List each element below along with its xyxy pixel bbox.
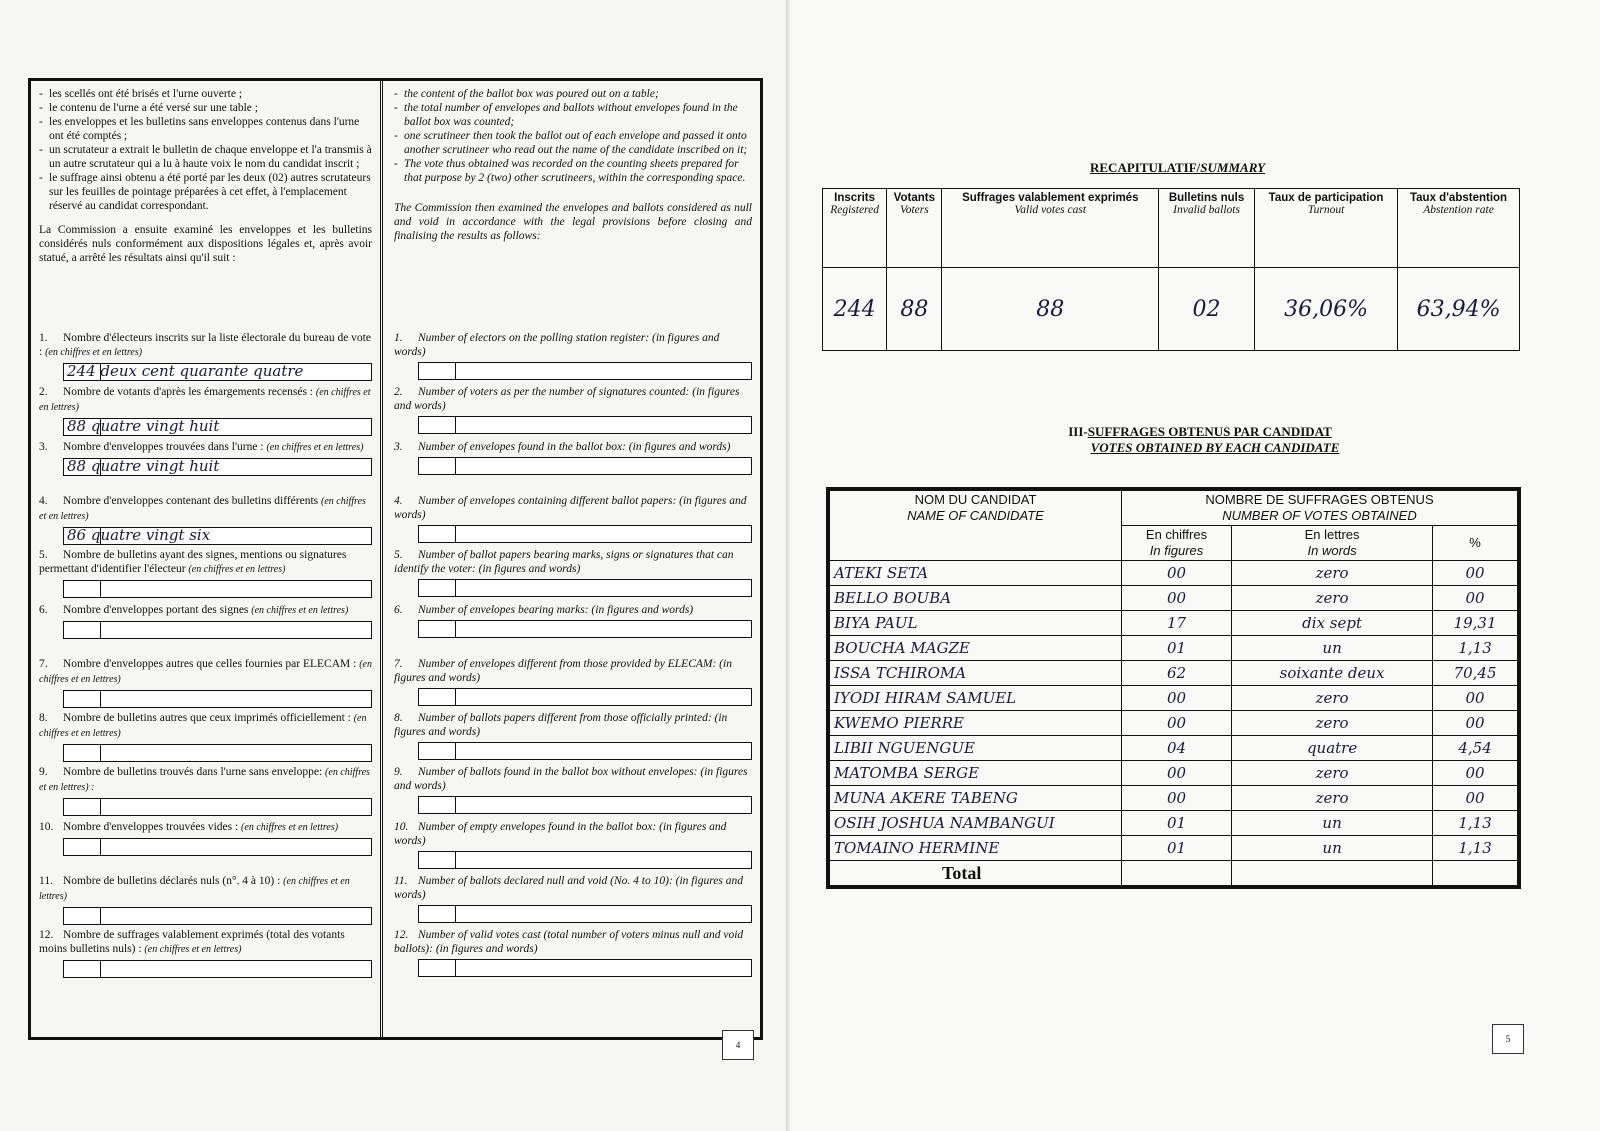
figures-header [1121,526,1231,561]
summary-value-cell [887,268,942,351]
answer-field[interactable] [418,457,752,475]
item-number: 11. [394,875,408,887]
summary-header-cell [887,189,942,268]
summary-header-cell [823,189,887,268]
candidate-row [828,786,1519,811]
french-item [39,765,372,816]
item-number: 5. [394,549,403,562]
french-bullet: - le contenu de l'urne a été versé sur une table ; [39,101,372,115]
item-text: Number of ballots papers different from those officially printed: (in figures and words) [394,712,728,739]
summary-header-en: Turnout [1307,204,1345,216]
candidate-votes-percent: 1,13 [1433,836,1519,861]
item-number: 10. [394,820,409,833]
candidate-votes-percent: 1,13 [1433,636,1519,661]
votes-obtained-header [1121,489,1519,526]
page-number-4: 4 [722,1030,754,1060]
answer-field[interactable] [63,363,372,381]
item-text: Number of envelopes containing different ballot papers: (in figures and words) [394,494,747,521]
item-number: 12. [394,929,409,942]
candidate-name: LIBII NGUENGUE [828,736,1121,761]
english-item [394,820,752,869]
item-text: Nombre de votants d'après les émargements recensés : [63,386,313,399]
item-text: Nombre d'enveloppes trouvées vides : [63,820,239,833]
summary-header-fr: Bulletins nuls [1168,192,1245,204]
item-number: 1. [39,332,48,344]
candidate-name: IYODI HIRAM SAMUEL [828,686,1121,711]
summary-header-cell [1398,189,1520,268]
candidate-votes-percent: 00 [1433,686,1519,711]
candidate-name-header [828,489,1121,561]
candidate-votes-figures: 04 [1121,736,1231,761]
candidate-votes-words: zero [1232,561,1433,586]
item-text: Number of ballot papers bearing marks, signs or signatures that can identify the voter: (in figures and words) [394,549,734,576]
candidate-name: KWEMO PIERRE [828,711,1121,736]
candidate-name: BELLO BOUBA [828,586,1121,611]
summary-header-cell [1255,189,1398,268]
summary-value-cell [823,268,887,351]
summary-header-fr: Taux de participation [1268,192,1384,204]
answer-field[interactable] [63,527,372,545]
answer-field[interactable] [63,418,372,436]
item-text: Nombre d'enveloppes autres que celles fournies par ELECAM : [63,657,357,670]
summary-values-row [823,268,1520,351]
english-item [394,385,752,434]
answer-field[interactable] [418,362,752,380]
item-number: 11. [39,875,53,887]
answer-field[interactable] [63,907,372,925]
item-number: 9. [394,766,403,779]
candidate-name: ISSA TCHIROMA [828,661,1121,686]
french-item [39,711,372,762]
english-item [394,657,752,706]
candidate-votes-percent: 1,13 [1433,811,1519,836]
french-paragraph: La Commission a ensuite examiné les enveloppes et les bulletins considérés nuls conformément aux dispositions légales et, après avoir statué, a arrêté les résultats ainsi qu'il suit : [39,224,372,264]
candidate-votes-words: zero [1232,761,1433,786]
french-bullet: - les scellés ont été brisés et l'urne ouverte ; [39,87,372,101]
candidate-name: MATOMBA SERGE [828,761,1121,786]
item-text: Number of envelopes bearing marks: (in figures and words) [418,603,694,616]
english-item [394,548,752,597]
item-hint: (en chiffres et en lettres) [39,713,367,740]
summary-value: 244 [833,296,876,322]
votes-title-en: VOTES OBTAINED BY EACH CANDIDATE [1090,440,1340,455]
total-label: Total [828,861,1121,888]
item-number: 12. [39,929,54,942]
candidate-votes-percent: 00 [1433,561,1519,586]
item-number: 7. [39,657,48,670]
french-item [39,331,372,381]
answer-field[interactable] [63,744,372,762]
summary-value-cell [1159,268,1255,351]
item-number: 3. [39,440,48,453]
item-text: Number of ballots declared null and void (No. 4 to 10): (in figures and words) [394,875,743,901]
item-hint: (en chiffres et en lettres) [39,658,372,685]
candidate-votes-percent: 00 [1433,586,1519,611]
total-row [828,861,1519,888]
french-item [39,385,372,436]
candidate-votes-figures: 00 [1121,786,1231,811]
item-hint: (en chiffres et en lettres) [251,604,349,616]
handwritten-answer: 86 quatre vingt six [67,525,211,544]
handwritten-answer: 88 quatre vingt huit [67,417,220,436]
candidate-votes-percent: 70,45 [1433,661,1519,686]
votes-section-title [1050,424,1350,456]
french-column [31,81,383,1037]
item-hint: (en chiffres et en lettres) [241,821,339,833]
votes-title-prefix: III- [1068,424,1088,439]
item-number: 2. [394,386,403,399]
answer-field[interactable] [418,579,752,597]
item-hint: (en chiffres et en lettres) [144,944,242,956]
candidate-row [828,836,1519,861]
item-text: Nombre de bulletins autres que ceux imprimés officiellement : [63,712,351,725]
french-item [39,874,372,925]
item-hint: (en chiffres et en lettres) [188,564,286,576]
item-hint: (en chiffres et en lettres) [266,441,364,453]
summary-value-cell [1255,268,1398,351]
candidate-name: TOMAINO HERMINE [828,836,1121,861]
summary-header-en: Registered [830,204,879,216]
summary-header-cell [942,189,1159,268]
candidate-votes-words: zero [1232,586,1433,611]
summary-header-fr: Suffrages valablement exprimés [962,192,1139,204]
item-number: 3. [394,440,403,453]
candidate-votes-words: un [1232,811,1433,836]
item-text: Number of valid votes cast (total number of voters minus null and void ballots): (in figures and words) [394,929,744,956]
item-text: Nombre d'enveloppes trouvées dans l'urne : [63,440,264,453]
percent-header: % [1433,526,1519,561]
answer-field[interactable] [63,621,372,639]
candidate-name: ATEKI SETA [828,561,1121,586]
item-text: Number of voters as per the number of signatures counted: (in figures and words) [394,386,740,413]
candidate-name: OSIH JOSHUA NAMBANGUI [828,811,1121,836]
summary-value: 63,94% [1416,296,1501,322]
summary-title [1090,160,1265,176]
candidate-votes-figures: 01 [1121,811,1231,836]
summary-value: 88 [1036,296,1065,322]
candidate-row [828,761,1519,786]
candidate-votes-words: zero [1232,786,1433,811]
candidate-votes-figures: 17 [1121,611,1231,636]
summary-value-cell [1398,268,1520,351]
item-text: Nombre d'enveloppes portant des signes [63,603,249,616]
col-votes-en: NUMBER OF VOTES OBTAINED [1222,508,1417,523]
summary-header-cell [1159,189,1255,268]
col-words-fr: En lettres [1304,527,1360,542]
answer-field[interactable] [63,838,372,856]
candidate-votes-percent: 4,54 [1433,736,1519,761]
item-text: Number of empty envelopes found in the ballot box: (in figures and words) [394,820,727,847]
left-page [0,0,790,1131]
summary-header-fr: Taux d'abstention [1409,192,1508,204]
french-bullet: - un scrutateur a extrait le bulletin de chaque enveloppe et l'a transmis à un autre scrutateur qui a lu à haute voix le nom du candidat inscrit ; [39,143,372,171]
english-procedure-list [394,87,752,185]
candidate-rows [828,561,1519,861]
english-item [394,928,752,977]
item-text: Nombre de bulletins ayant des signes, mentions ou signatures permettant d'identifier l'électeur [39,549,347,576]
col-fig-en: In figures [1149,543,1204,558]
french-bullet: - les enveloppes et les bulletins sans enveloppes contenus dans l'urne ont été comptés ; [39,115,372,143]
answer-field[interactable] [418,905,752,923]
english-bullet: - The vote thus obtained was recorded on the counting sheets prepared for that purpose by 2 (two) other scrutineers, within the corresponding space. [394,157,752,185]
candidate-votes-table [826,487,1521,889]
summary-value: 36,06% [1284,296,1368,322]
french-item [39,440,372,476]
summary-header-fr: Inscrits [834,192,876,204]
answer-field[interactable] [418,796,752,814]
item-number: 4. [39,494,48,507]
french-item [39,657,372,708]
english-item [394,331,752,380]
summary-header-fr: Votants [893,192,935,204]
candidate-votes-figures: 62 [1121,661,1231,686]
total-percent [1433,861,1519,888]
summary-value: 88 [900,296,929,322]
item-number: 8. [39,712,48,725]
english-column [386,81,760,1037]
candidate-row [828,661,1519,686]
item-number: 10. [39,820,54,833]
candidate-row [828,711,1519,736]
answer-field[interactable] [418,688,752,706]
item-number: 6. [39,603,48,616]
minutes-form-frame [28,78,763,1040]
candidate-votes-words: soixante deux [1232,661,1433,686]
candidate-votes-percent: 19,31 [1433,611,1519,636]
candidate-votes-words: un [1232,836,1433,861]
answer-field[interactable] [63,690,372,708]
english-item [394,440,752,475]
answer-field[interactable] [418,620,752,638]
col-fig-fr: En chiffres [1145,527,1208,542]
french-item [39,603,372,639]
english-item [394,603,752,638]
english-bullet: - the content of the ballot box was poured out on a table; [394,87,752,101]
summary-value: 02 [1192,296,1221,322]
item-text: Nombre de suffrages valablement exprimés (total des votants moins bulletins nuls) : [39,929,345,956]
item-hint: (en chiffres et en lettres) [39,876,350,902]
page-number-5: 5 [1492,1024,1524,1054]
english-item [394,874,752,923]
item-text: Number of envelopes found in the ballot box: (in figures and words) [418,440,731,453]
english-item [394,711,752,760]
answer-field[interactable] [63,798,372,816]
summary-header-en: Valid votes cast [1014,204,1087,216]
answer-field[interactable] [418,851,752,869]
item-hint: (en chiffres et en lettres) [39,387,371,414]
candidate-row [828,736,1519,761]
candidate-votes-words: dix sept [1232,611,1433,636]
candidate-votes-figures: 00 [1121,561,1231,586]
candidate-votes-words: zero [1232,686,1433,711]
candidate-row [828,636,1519,661]
summary-value-cell [942,268,1159,351]
item-number: 4. [394,494,403,507]
candidate-votes-figures: 00 [1121,686,1231,711]
item-number: 7. [394,657,403,670]
candidate-votes-figures: 01 [1121,636,1231,661]
candidate-votes-figures: 01 [1121,836,1231,861]
candidate-name: MUNA AKERE TABENG [828,786,1121,811]
answer-field[interactable] [418,742,752,760]
answer-field[interactable] [418,525,752,543]
candidate-name: BIYA PAUL [828,611,1121,636]
french-item [39,494,372,545]
col-name-fr: NOM DU CANDIDAT [914,492,1037,507]
candidate-row [828,611,1519,636]
english-item [394,494,752,543]
item-text: Nombre de bulletins trouvés dans l'urne sans enveloppe: [63,766,323,779]
item-number: 8. [394,712,403,725]
summary-title-en: SUMMARY [1200,160,1266,175]
votes-header-row-1 [828,489,1519,526]
candidate-votes-percent: 00 [1433,786,1519,811]
total-words [1232,861,1433,888]
candidate-votes-words: un [1232,636,1433,661]
item-number: 5. [39,549,48,562]
summary-table [822,188,1520,351]
handwritten-answer: 244 deux cent quarante quatre [67,362,304,380]
english-paragraph: The Commission then examined the envelopes and ballots considered as null and void in accordance with the legal provisions before closing and finalising the results as follows: [394,202,752,242]
item-text: Number of electors on the polling station register: (in figures and words) [394,332,720,358]
col-name-en: NAME OF CANDIDATE [907,508,1044,523]
col-words-en: In words [1307,543,1357,558]
candidate-votes-figures: 00 [1121,586,1231,611]
item-number: 6. [394,603,403,616]
item-text: Nombre d'enveloppes contenant des bulletins différents [63,494,319,507]
votes-title-fr: SUFFRAGES OBTENUS PAR CANDIDAT [1087,424,1332,439]
candidate-votes-figures: 00 [1121,761,1231,786]
candidate-name: BOUCHA MAGZE [828,636,1121,661]
candidate-votes-percent: 00 [1433,711,1519,736]
answer-field[interactable] [418,416,752,434]
summary-header-en: Voters [899,204,929,216]
candidate-row [828,561,1519,586]
french-item [39,548,372,598]
item-number: 9. [39,766,48,779]
handwritten-answer: 88 quatre vingt huit [67,456,220,475]
french-procedure-list [39,87,372,213]
summary-header-en: Abstention rate [1423,204,1494,216]
item-text: Number of ballots found in the ballot box without envelopes: (in figures and words) [394,766,748,793]
summary-header-row [823,189,1520,268]
english-item [394,765,752,814]
words-header [1232,526,1433,561]
candidate-votes-words: zero [1232,711,1433,736]
summary-header-en: Invalid ballots [1173,204,1240,216]
french-bullet: - le suffrage ainsi obtenu a été porté par les deux (02) autres scrutateurs sur les feuilles de pointage préparées à cet effet, à l'emplacement réservé au candidat correspondant. [39,171,372,213]
candidate-votes-percent: 00 [1433,761,1519,786]
item-text: Number of envelopes different from those provided by ELECAM: (in figures and words) [394,657,732,684]
item-text: Nombre d'électeurs inscrits sur la liste électorale du bureau de vote : [39,332,371,358]
item-hint: (en chiffres et en lettres) [39,495,366,522]
item-text: Nombre de bulletins déclarés nuls (n°. 4 à 10) : [63,875,281,887]
col-votes-fr: NOMBRE DE SUFFRAGES OBTENUS [1205,492,1434,507]
summary-title-fr: RECAPITULATIF/ [1090,160,1201,175]
answer-field[interactable] [63,580,372,598]
item-number: 1. [394,332,403,344]
candidate-row [828,586,1519,611]
item-number: 2. [39,386,48,399]
english-bullet: - the total number of envelopes and ballots without envelopes found in the ballot box was counted; [394,101,752,129]
item-hint: (en chiffres et en lettres) : [39,767,370,794]
answer-field[interactable] [418,959,752,977]
answer-field[interactable] [63,458,372,476]
item-hint: (en chiffres et en lettres) [45,347,143,358]
french-item [39,928,372,978]
candidate-row [828,811,1519,836]
french-item [39,820,372,856]
total-figures [1121,861,1231,888]
answer-field[interactable] [63,960,372,978]
english-bullet: - one scrutineer then took the ballot out of each envelope and passed it onto another scrutineer who read out the name of the candidate inscribed on it; [394,129,752,157]
candidate-row [828,686,1519,711]
candidate-votes-figures: 00 [1121,711,1231,736]
candidate-votes-words: quatre [1232,736,1433,761]
